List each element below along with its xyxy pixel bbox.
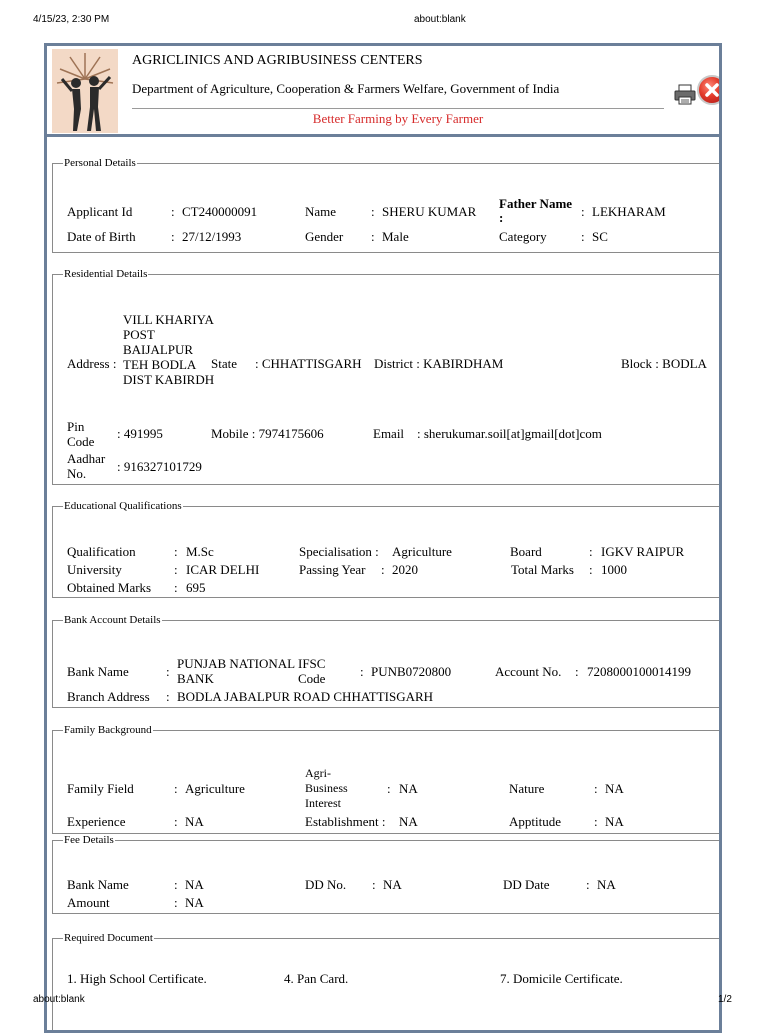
district-value: District : KABIRDHAM — [374, 356, 504, 371]
fee-bank-name-label: Bank Name — [67, 877, 129, 892]
gender-label: Gender — [305, 229, 344, 244]
bank-details-section — [52, 614, 722, 708]
name-sep: : — [371, 204, 375, 219]
email-label: Email — [373, 426, 405, 441]
dd-no-label: DD No. — [305, 877, 347, 892]
passing-year-sep: : — [381, 562, 385, 577]
dd-date-sep: : — [586, 877, 590, 892]
branch-label: Branch Address — [67, 689, 150, 704]
father-name-value: LEKHARAM — [592, 204, 666, 219]
family-background-legend: Family Background — [64, 724, 152, 736]
dd-date-label: DD Date — [503, 877, 550, 892]
name-value: SHERU KUMAR — [382, 204, 477, 219]
pin-code-value: : 491995 — [117, 426, 163, 441]
family-field-sep: : — [174, 781, 178, 796]
aptitude-value: NA — [605, 814, 624, 829]
form-content — [47, 137, 719, 1033]
pin-code-label: Pin Code — [67, 419, 95, 449]
fee-bank-name-value: NA — [185, 877, 204, 892]
gender-sep: : — [371, 229, 375, 244]
branch-sep: : — [166, 689, 170, 704]
establishment-value: NA — [399, 814, 418, 829]
aptitude-sep: : — [594, 814, 598, 829]
mobile-value: Mobile : 7974175606 — [211, 426, 324, 441]
gender-value: Male — [382, 229, 409, 244]
board-value: IGKV RAIPUR — [601, 544, 685, 559]
header-divider — [132, 108, 664, 109]
category-value: SC — [592, 229, 608, 244]
bank-details-legend: Bank Account Details — [64, 614, 161, 626]
personal-details-legend: Personal Details — [64, 157, 136, 169]
nature-value: NA — [605, 781, 624, 796]
print-datetime: 4/15/23, 2:30 PM — [33, 14, 110, 25]
print-url: about:blank — [414, 14, 466, 25]
qualification-value: M.Sc — [186, 544, 214, 559]
category-sep: : — [581, 229, 585, 244]
org-title: AGRICLINICS AND AGRIBUSINESS CENTERS — [132, 53, 423, 68]
print-footer-url: about:blank — [33, 994, 85, 1005]
dob-value: 27/12/1993 — [182, 229, 242, 244]
org-department: Department of Agriculture, Cooperation & Farmers Welfare, Government of India — [132, 81, 560, 96]
bank-name-sep: : — [166, 664, 170, 679]
experience-sep: : — [174, 814, 178, 829]
family-field-value: Agriculture — [185, 781, 245, 796]
branch-value: BODLA JABALPUR ROAD CHHATTISGARH — [177, 689, 434, 704]
university-label: University — [67, 562, 122, 577]
fee-bank-name-sep: : — [174, 877, 178, 892]
passing-year-value: 2020 — [392, 562, 418, 577]
state-value: : CHHATTISGARH — [255, 356, 362, 371]
experience-value: NA — [185, 814, 204, 829]
applicant-id-value: CT240000091 — [182, 204, 258, 219]
qualification-label: Qualification — [67, 544, 136, 559]
dob-sep: : — [171, 229, 175, 244]
residential-details-section — [52, 268, 722, 485]
specialisation-label: Specialisation : — [299, 544, 379, 559]
nature-label: Nature — [509, 781, 545, 796]
document-item: 1. High School Certificate. — [67, 971, 207, 986]
dd-no-sep: : — [372, 877, 376, 892]
email-value: : sherukumar.soil[at]gmail[dot]com — [417, 426, 602, 441]
board-label: Board — [510, 544, 542, 559]
nature-sep: : — [594, 781, 598, 796]
account-sep: : — [575, 664, 579, 679]
agri-interest-sep: : — [387, 781, 391, 796]
father-name-colon: : — [499, 210, 504, 225]
applicant-id-label: Applicant Id — [67, 204, 133, 219]
obtained-marks-label: Obtained Marks — [67, 580, 152, 595]
dd-no-value: NA — [383, 877, 402, 892]
agri-interest-value: NA — [399, 781, 418, 796]
aptitude-label: Apptitude — [509, 814, 561, 829]
bank-name-value: PUNJAB NATIONAL BANK — [177, 656, 295, 686]
org-tagline: Better Farming by Every Farmer — [312, 111, 484, 126]
passing-year-label: Passing Year — [299, 562, 366, 577]
obtained-marks-sep: : — [174, 580, 178, 595]
document-item: 7. Domicile Certificate. — [500, 971, 623, 986]
total-marks-label: Total Marks — [511, 562, 574, 577]
board-sep: : — [589, 544, 593, 559]
page-header — [47, 46, 719, 137]
block-value: Block : BODLA — [621, 356, 707, 371]
dob-label: Date of Birth — [67, 229, 136, 244]
ifsc-value: PUNB0720800 — [371, 664, 452, 679]
qualification-sep: : — [174, 544, 178, 559]
total-marks-sep: : — [589, 562, 593, 577]
address-value: VILL KHARIYA POST BAIJALPUR TEH BODLA DIST KABIRDH — [123, 312, 215, 387]
experience-label: Experience — [67, 814, 126, 829]
aadhar-value: : 916327101729 — [117, 459, 202, 474]
aadhar-label: Aadhar No. — [67, 451, 106, 481]
university-sep: : — [174, 562, 178, 577]
total-marks-value: 1000 — [601, 562, 627, 577]
print-footer-page: 1/2 — [718, 994, 732, 1005]
amount-value: NA — [185, 895, 204, 910]
family-background-section — [52, 724, 722, 834]
ifsc-label: IFSC Code — [298, 656, 326, 686]
family-field-label: Family Field — [67, 781, 134, 796]
printer-icon[interactable] — [674, 83, 696, 105]
residential-details-legend: Residential Details — [64, 268, 148, 280]
father-name-sep: : — [581, 204, 585, 219]
document-item: 4. Pan Card. — [284, 971, 349, 986]
application-frame — [44, 43, 722, 1033]
state-label: State — [211, 356, 237, 371]
account-value: 7208000100014199 — [587, 664, 691, 679]
dd-date-value: NA — [597, 877, 616, 892]
applicant-id-sep: : — [171, 204, 175, 219]
amount-sep: : — [174, 895, 178, 910]
education-legend: Educational Qualifications — [64, 500, 182, 512]
address-label: Address : — [67, 356, 117, 371]
agri-interest-label: Agri-Business Interest — [305, 766, 348, 810]
close-icon[interactable] — [697, 75, 722, 105]
father-name-label: Father Name — [499, 196, 573, 211]
obtained-marks-value: 695 — [186, 580, 206, 595]
required-document-section — [52, 932, 722, 1033]
university-value: ICAR DELHI — [186, 562, 260, 577]
personal-details-section — [52, 157, 722, 253]
ifsc-sep: : — [360, 664, 364, 679]
amount-label: Amount — [67, 895, 110, 910]
bank-name-label: Bank Name — [67, 664, 129, 679]
education-section — [52, 500, 722, 598]
establishment-label: Establishment : — [305, 814, 386, 829]
specialisation-value: Agriculture — [392, 544, 452, 559]
name-label: Name — [305, 204, 337, 219]
account-label: Account No. — [495, 664, 562, 679]
fee-details-section — [52, 834, 722, 914]
required-document-legend: Required Document — [64, 932, 153, 944]
category-label: Category — [499, 229, 547, 244]
fee-details-legend: Fee Details — [64, 834, 114, 846]
